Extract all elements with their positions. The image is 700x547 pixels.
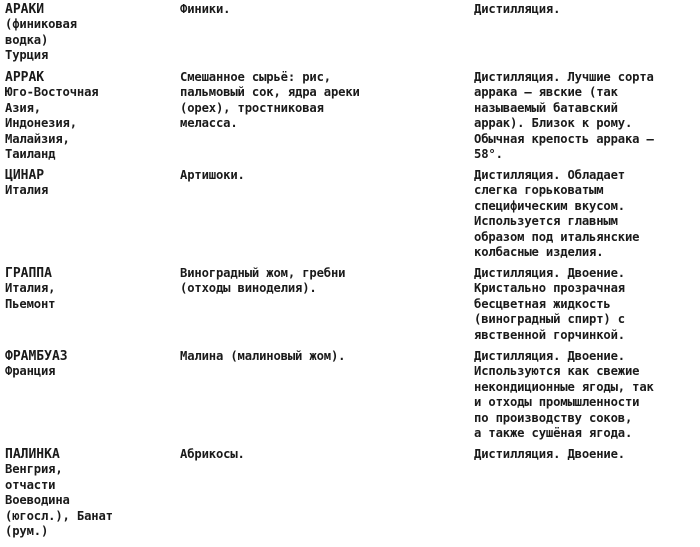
- production-method: Дистилляция. Лучшие сорта аррака – явские (так называемый батавский аррак). Близок к рому. Обычная крепость аррака – 58°.: [474, 70, 654, 162]
- drink-cell: [5, 168, 175, 199]
- production-method: Дистилляция. Двоение. Используются как свежие некондиционные ягоды, так и отходы промышленности по производству соков, а также сушёная ягода.: [474, 349, 654, 441]
- raw-material: Абрикосы.: [180, 447, 245, 461]
- raw-material: Смешанное сырьё: рис, пальмовый сок, ядра ареки (орех), тростниковая меласса.: [180, 70, 360, 131]
- production-method: Дистилляция. Обладает слегка горьковатым специфическим вкусом. Используется главным образом под итальянские колбасные изделия.: [474, 168, 640, 260]
- drink-name: ФРАМБУАЗ: [5, 349, 68, 364]
- drink-origin: Венгрия, отчасти Воеводина (югосл.), Банат (рум.): [5, 462, 113, 539]
- production-method: Дистилляция.: [474, 2, 561, 16]
- raw-material: Финики.: [180, 2, 231, 16]
- production-method: Дистилляция. Двоение. Кристально прозрачная бесцветная жидкость (виноградный спирт) с явственной горчинкой.: [474, 266, 625, 342]
- drink-name: ПАЛИНКА: [5, 447, 60, 462]
- drink-cell: [5, 447, 175, 539]
- production-method: Дистилляция. Двоение.: [474, 447, 625, 461]
- drink-origin: Италия, Пьемонт: [5, 281, 56, 311]
- drink-origin: Франция: [5, 364, 56, 379]
- raw-material: Малина (малиновый жом).: [180, 349, 346, 363]
- drink-cell: [5, 2, 175, 64]
- drink-cell: [5, 349, 175, 380]
- drink-origin: Юго-Восточная Азия, Индонезия, Малайзия, Таиланд: [5, 85, 99, 162]
- drink-origin: Италия: [5, 183, 49, 198]
- drink-cell: [5, 70, 175, 162]
- raw-material: Виноградный жом, гребни (отходы виноделия).: [180, 266, 346, 296]
- drink-origin: (финиковая водка) Турция: [5, 17, 77, 63]
- drink-cell: [5, 266, 175, 312]
- drink-name: ГРАППА: [5, 266, 52, 281]
- drink-name: АРАКИ: [5, 2, 45, 17]
- raw-material: Артишоки.: [180, 168, 245, 182]
- drink-name: АРРАК: [5, 70, 45, 85]
- drink-name: ЦИНАР: [5, 168, 45, 183]
